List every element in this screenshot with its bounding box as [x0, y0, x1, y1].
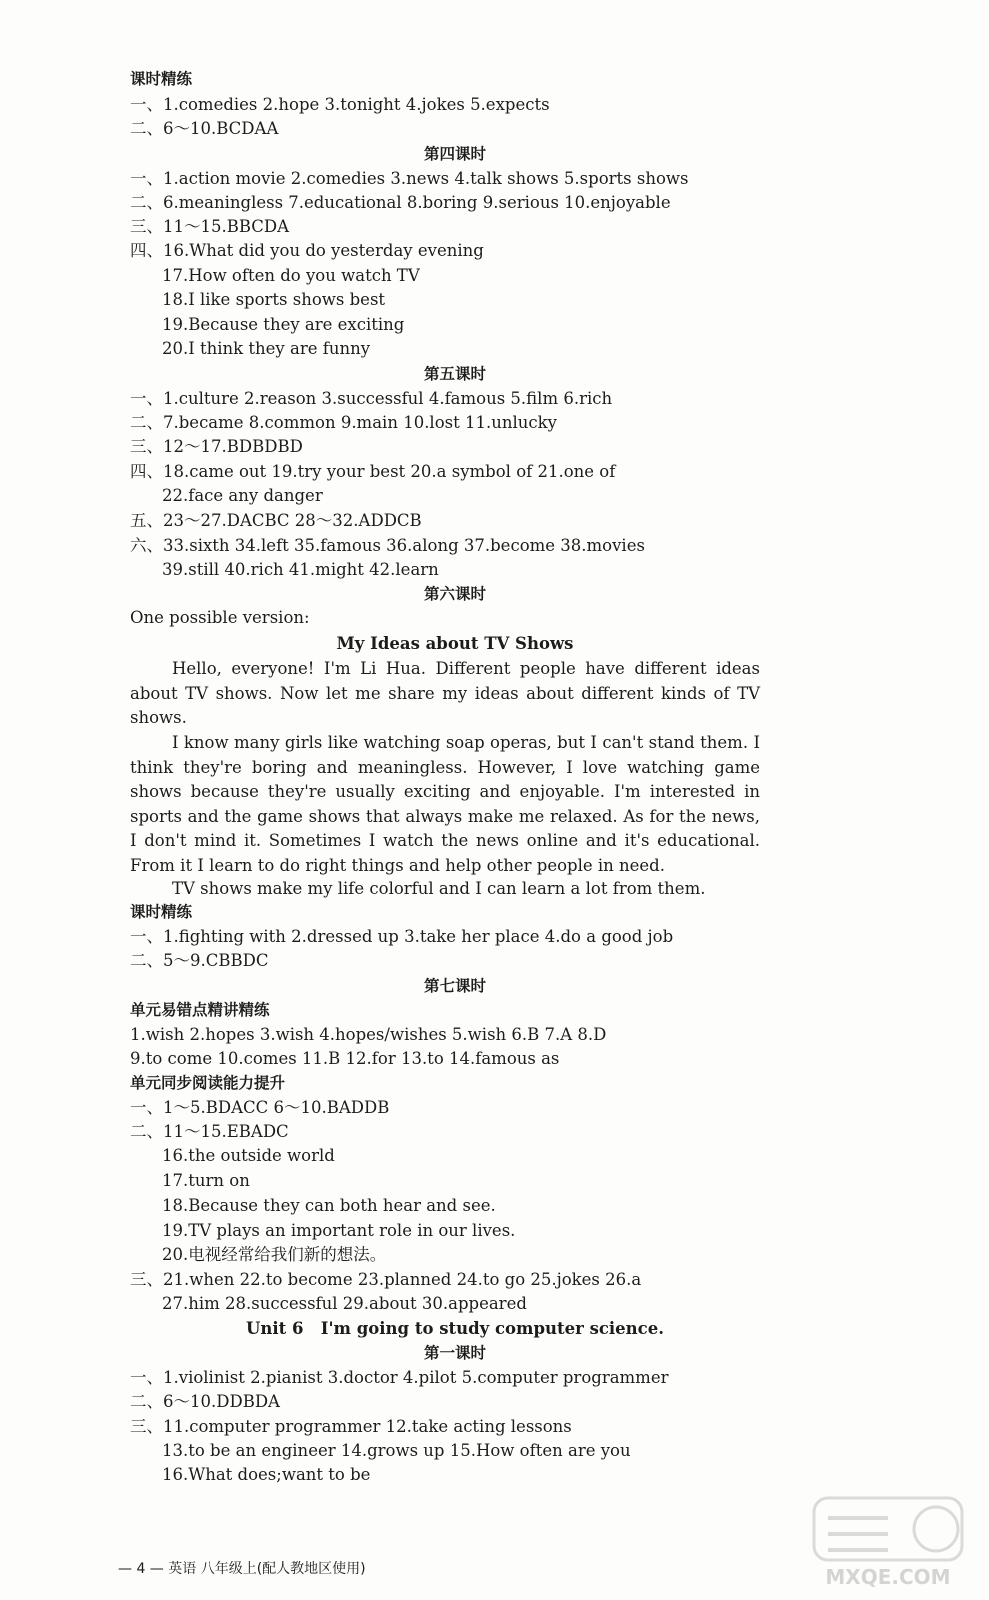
answer-line: 20.电视经常给我们新的想法。: [162, 1245, 387, 1264]
answer-line: 六、33.sixth 34.left 35.famous 36.along 37.become 38.movies: [130, 536, 645, 555]
answer-line: 18.I like sports shows best: [162, 290, 386, 309]
watermark-text: MXQE.COM: [825, 1565, 951, 1589]
answer-line: 二、6～10.BCDAA: [130, 119, 279, 138]
answer-line: 一、1.action movie 2.comedies 3.news 4.talk shows 5.sports shows: [130, 169, 689, 188]
section-heading: 课时精练: [130, 70, 193, 88]
answer-line: 22.face any danger: [162, 486, 323, 505]
answer-line: 9.to come 10.comes 11.B 12.for 13.to 14.famous as: [130, 1049, 560, 1068]
answer-line: 二、5～9.CBBDC: [130, 951, 269, 970]
answer-line: 19.Because they are exciting: [162, 315, 405, 334]
section-heading: 单元同步阅读能力提升: [130, 1074, 286, 1092]
lesson-heading: 第六课时: [423, 585, 486, 603]
answer-line: 20.I think they are funny: [162, 339, 371, 358]
answer-line: 二、11～15.EBADC: [130, 1122, 289, 1141]
essay-title: My Ideas about TV Shows: [336, 634, 574, 653]
section-heading: 单元易错点精讲精练: [130, 1001, 270, 1019]
answer-line: 27.him 28.successful 29.about 30.appeared: [162, 1294, 527, 1313]
answer-line: 19.TV plays an important role in our lives.: [162, 1221, 516, 1240]
answer-line: 二、7.became 8.common 9.main 10.lost 11.unlucky: [130, 413, 557, 432]
answer-line: 三、21.when 22.to become 23.planned 24.to go 25.jokes 26.a: [130, 1270, 642, 1289]
unit-heading: Unit 6 I'm going to study computer science.: [246, 1319, 664, 1338]
answer-line: 一、1.fighting with 2.dressed up 3.take her place 4.do a good job: [130, 927, 674, 946]
essay-paragraph: I know many girls like watching soap operas, but I can't stand them. I think they're boring and meaningless. However, I love watching game shows because they're usually exciting and enjoyable. I'm interested in sports and the game shows that always make me relaxed. As for the news, I don't mind it. Sometimes I watch the news online and it's educational. From it I learn to do right things and help other people in need.: [130, 733, 760, 875]
answer-line: 16.the outside world: [162, 1146, 335, 1165]
lesson-heading: 第五课时: [423, 365, 486, 383]
version-label: One possible version:: [130, 608, 310, 627]
answer-line: 39.still 40.rich 41.might 42.learn: [162, 560, 439, 579]
answer-line: 三、11～15.BBCDA: [130, 217, 290, 236]
page-footer: — 4 — 英语 八年级上(配人教地区使用): [118, 1561, 366, 1577]
answer-line: 四、18.came out 19.try your best 20.a symbol of 21.one of: [130, 462, 616, 481]
answer-line: 一、1～5.BDACC 6～10.BADDB: [130, 1098, 390, 1117]
answer-line: 17.turn on: [162, 1171, 250, 1190]
lesson-heading: 第七课时: [423, 977, 486, 995]
answer-line: 三、12～17.BDBDBD: [130, 437, 303, 456]
answer-line: 一、1.violinist 2.pianist 3.doctor 4.pilot 5.computer programmer: [130, 1368, 669, 1387]
answer-line: 18.Because they can both hear and see.: [162, 1196, 496, 1215]
answer-line: 四、16.What did you do yesterday evening: [130, 241, 484, 260]
essay-paragraph: Hello, everyone! I'm Li Hua. Different people have different ideas about TV shows. Now let me share my ideas about different kinds of TV shows.: [130, 659, 760, 727]
lesson-heading: 第一课时: [423, 1344, 486, 1362]
answer-line: 13.to be an engineer 14.grows up 15.How often are you: [162, 1441, 631, 1460]
essay-paragraph: TV shows make my life colorful and I can learn a lot from them.: [172, 879, 706, 898]
answer-line: 三、11.computer programmer 12.take acting lessons: [130, 1417, 572, 1436]
answer-line: 二、6～10.DDBDA: [130, 1392, 280, 1411]
answer-line: 五、23～27.DACBC 28～32.ADDCB: [130, 511, 422, 530]
lesson-heading: 第四课时: [423, 145, 486, 163]
answer-line: 一、1.culture 2.reason 3.successful 4.famous 5.film 6.rich: [130, 389, 613, 408]
answer-line: 二、6.meaningless 7.educational 8.boring 9.serious 10.enjoyable: [130, 193, 671, 212]
answer-line: 1.wish 2.hopes 3.wish 4.hopes/wishes 5.wish 6.B 7.A 8.D: [130, 1025, 607, 1044]
answer-line: 16.What does;want to be: [162, 1465, 371, 1484]
section-heading: 课时精练: [130, 903, 193, 921]
answer-line: 一、1.comedies 2.hope 3.tonight 4.jokes 5.expects: [130, 95, 550, 114]
answer-line: 17.How often do you watch TV: [162, 266, 420, 285]
watermark-logo: [808, 1492, 968, 1592]
